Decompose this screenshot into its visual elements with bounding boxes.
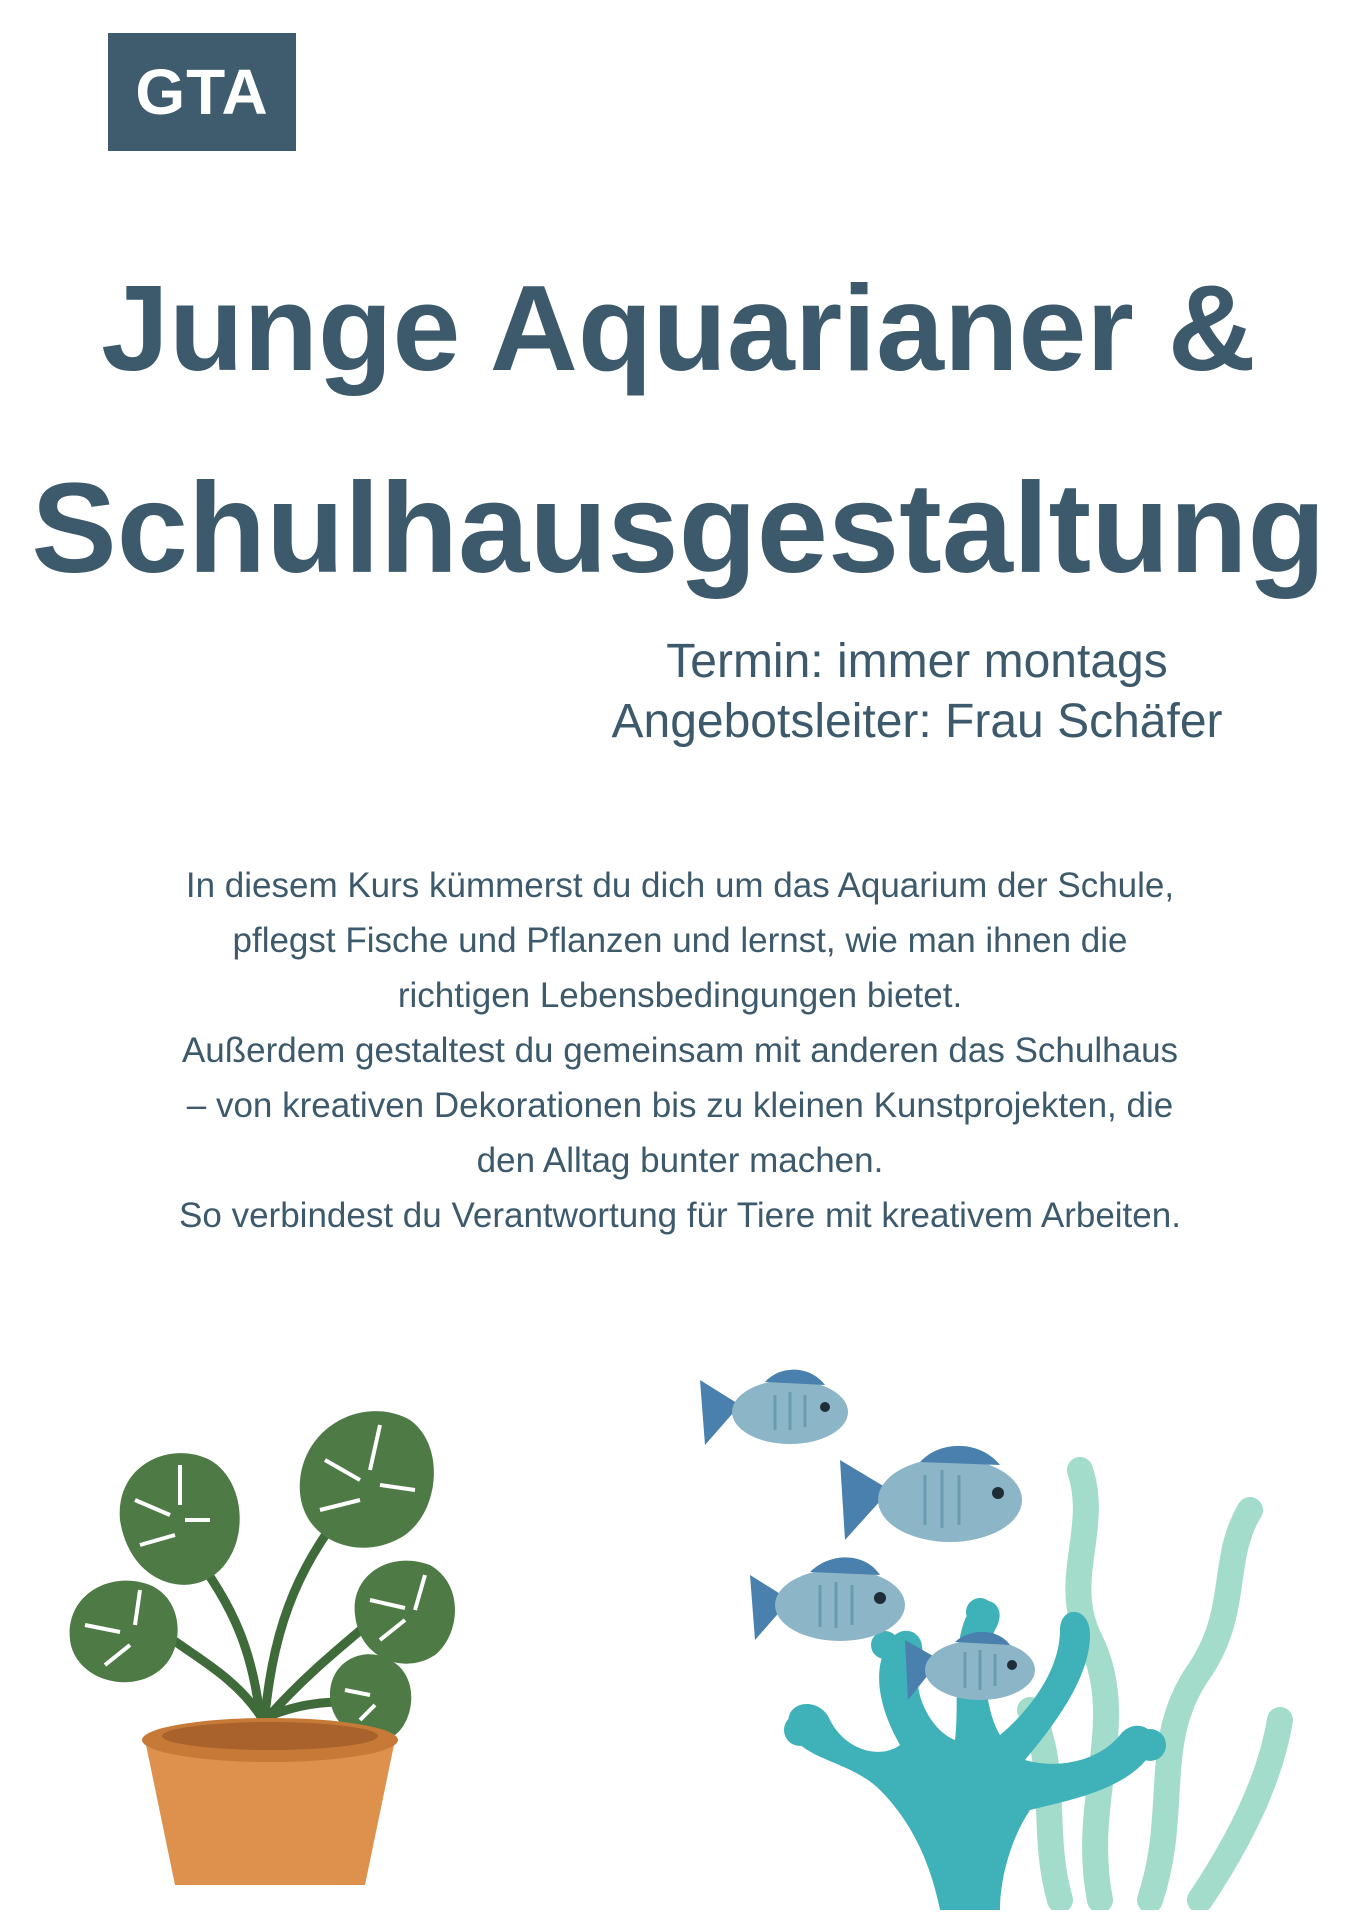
leaf-right-top [300, 1411, 434, 1548]
course-description [170, 858, 1190, 1243]
description-paragraph-2: Außerdem gestaltest du gemeinsam mit anderen das Schulhaus – von kreativen Dekorationen bis zu kleinen Kunstprojekten, die den Alltag bunter machen. [181, 1031, 1179, 1180]
course-schedule: Termin: immer montags [666, 635, 1168, 688]
pot-soil [162, 1722, 378, 1750]
course-leader: Angebotsleiter: Frau Schäfer [611, 695, 1223, 748]
fish-5 [905, 1632, 1035, 1700]
gta-badge-label: GTA [135, 56, 269, 128]
monstera-leaves [70, 1411, 455, 1740]
description-paragraph-3: So verbindest du Verantwortung für Tiere mit kreativem Arbeiten. [179, 1196, 1181, 1235]
leaf-right-mid [355, 1561, 455, 1664]
fish-4 [750, 1557, 905, 1641]
description-paragraph-1: In diesem Kurs kümmerst du dich um das Aquarium der Schule, pflegst Fische und Pflanzen und lernst, wie man ihnen die richtigen Lebensbedingungen bietet. [185, 866, 1175, 1015]
gta-badge [108, 33, 296, 151]
page-title-line-1: Junge Aquarianer & [101, 260, 1256, 396]
fish-coral-illustration [680, 1340, 1320, 1910]
leaf-left-mid [70, 1581, 178, 1683]
fish-2 [840, 1446, 1022, 1542]
potted-plant-illustration [60, 1370, 480, 1900]
course-info [537, 632, 1297, 752]
page-title-line-2: Schulhausgestaltung [31, 457, 1326, 600]
